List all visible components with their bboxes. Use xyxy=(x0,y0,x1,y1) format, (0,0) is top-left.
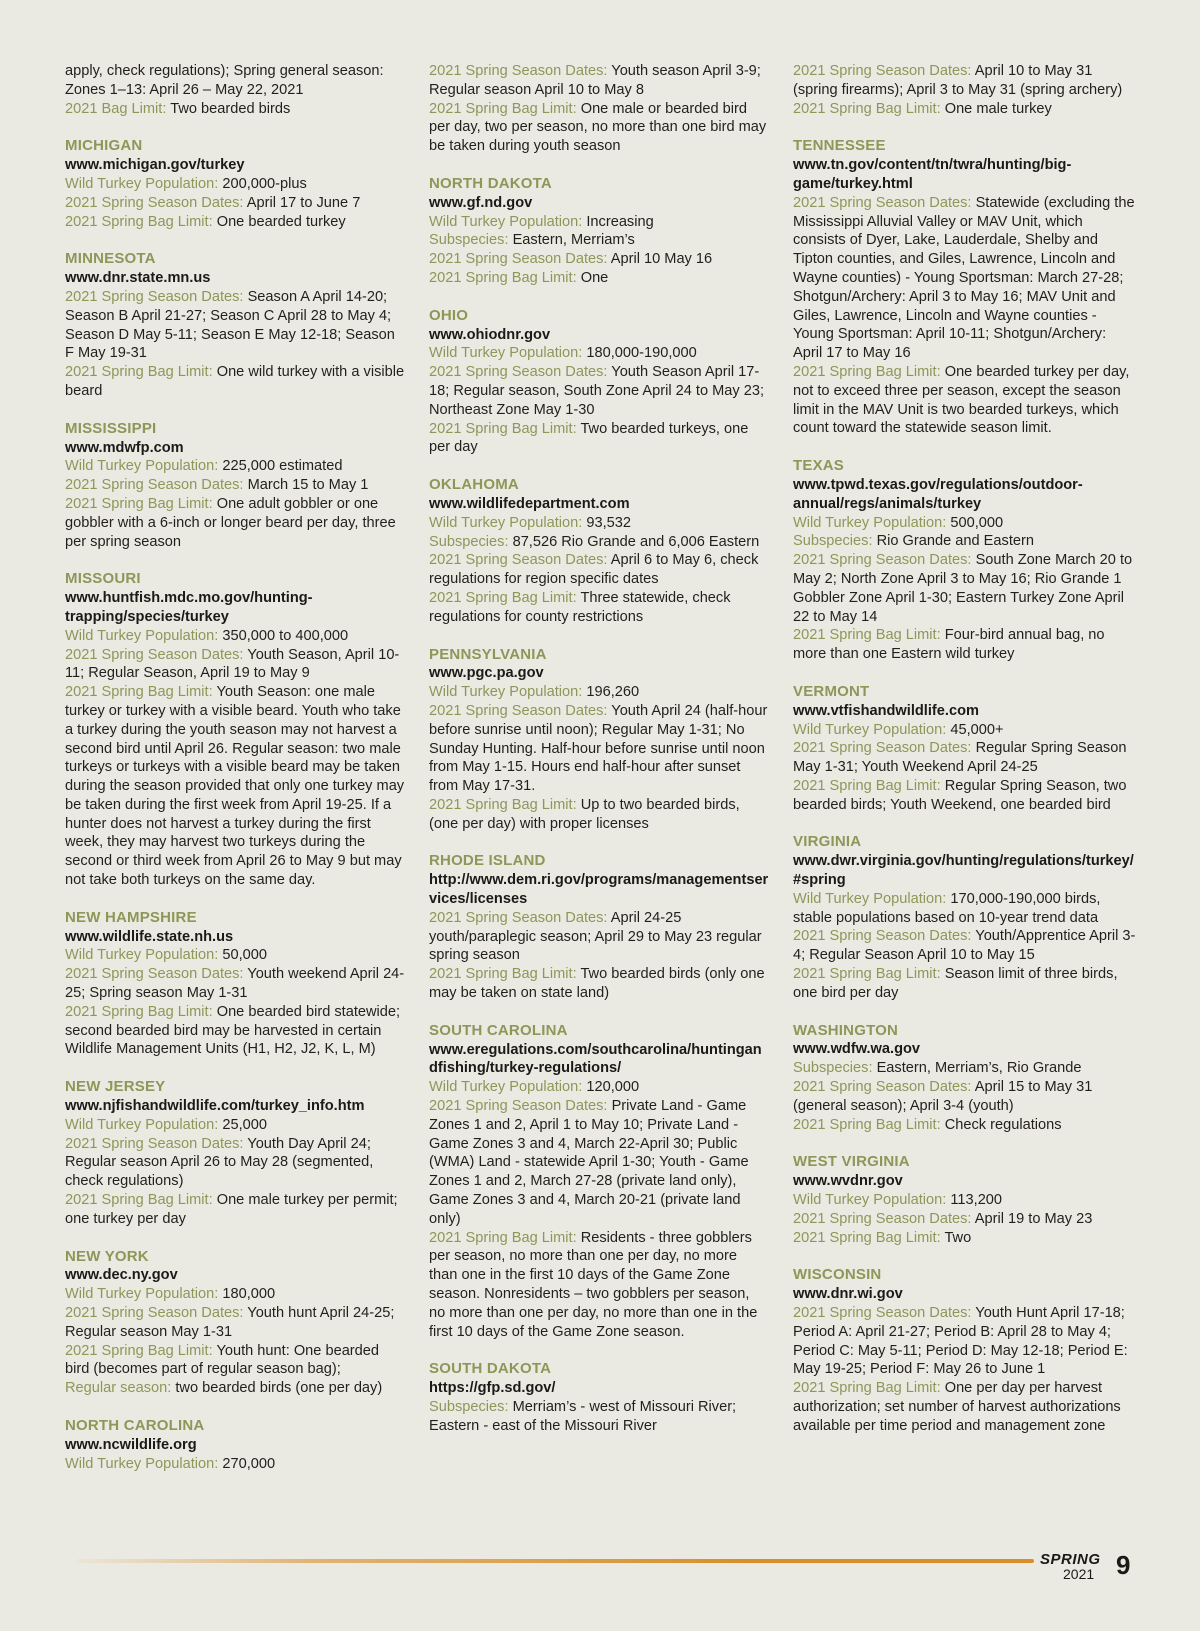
info-field xyxy=(429,213,769,232)
field-value: April 6 to May 6, check regulations for region specific dates xyxy=(429,552,759,588)
state-entry xyxy=(65,250,405,400)
field-value: 87,526 Rio Grande and 6,006 Eastern xyxy=(512,533,760,550)
info-field xyxy=(793,62,1138,100)
field-label: 2021 Spring Season Dates: xyxy=(65,966,244,983)
field-label: 2021 Spring Bag Limit: xyxy=(429,966,577,983)
field-value: two bearded birds (one per day) xyxy=(175,1380,383,1397)
info-field xyxy=(65,175,405,194)
field-value: One per day per harvest authorization; set number of harvest authorizations available per time period and management zone xyxy=(793,1380,1121,1434)
info-field xyxy=(65,646,405,684)
page-number: 9 xyxy=(1116,1550,1131,1580)
field-label: 2021 Spring Bag Limit: xyxy=(793,627,941,644)
info-field xyxy=(429,1078,769,1097)
info-field xyxy=(793,1210,1138,1229)
info-field xyxy=(429,1229,769,1342)
field-label: Wild Turkey Population: xyxy=(793,514,947,531)
state-heading: VIRGINIA xyxy=(793,833,862,851)
info-field xyxy=(65,288,405,363)
state-website-link[interactable]: www.tn.gov/content/tn/twra/hunting/big-game/turkey.html xyxy=(793,157,1072,192)
field-label: 2021 Spring Season Dates: xyxy=(793,1079,972,1096)
info-field xyxy=(793,1304,1138,1379)
field-label: 2021 Spring Season Dates: xyxy=(429,702,608,719)
field-label: 2021 Spring Season Dates: xyxy=(429,909,608,926)
field-label: 2021 Spring Bag Limit: xyxy=(429,100,577,117)
info-field xyxy=(65,627,405,646)
lead-text: apply, check regulations); Spring general season: Zones 1–13: April 26 – May 22, 2021 xyxy=(65,63,384,98)
field-value: 350,000 to 400,000 xyxy=(222,627,349,644)
field-label: 2021 Spring Bag Limit: xyxy=(793,1229,941,1246)
state-heading: PENNSYLVANIA xyxy=(429,645,547,663)
state-website-link[interactable]: http://www.dem.ri.gov/programs/managementservices/licenses xyxy=(429,872,769,908)
article-columns xyxy=(65,62,1138,1492)
state-entry xyxy=(429,307,769,457)
field-value: April 17 to June 7 xyxy=(246,194,361,211)
info-field xyxy=(793,890,1138,928)
field-value: Check regulations xyxy=(944,1116,1062,1133)
info-field xyxy=(793,1229,1138,1248)
field-label: Wild Turkey Population: xyxy=(65,627,219,644)
field-label: Regular season: xyxy=(65,1380,172,1397)
state-website-link[interactable]: www.mdwfp.com xyxy=(65,439,184,456)
info-field xyxy=(793,965,1138,1003)
info-field xyxy=(793,100,1138,119)
state-heading: MINNESOTA xyxy=(65,250,156,268)
state-heading: OKLAHOMA xyxy=(429,476,519,494)
field-value: March 15 to May 1 xyxy=(247,477,369,494)
info-field xyxy=(429,1398,769,1436)
state-website-link[interactable]: www.michigan.gov/turkey xyxy=(65,157,245,174)
state-entry xyxy=(429,1360,769,1435)
info-field xyxy=(65,363,405,401)
state-entry xyxy=(793,1153,1138,1247)
info-field xyxy=(429,344,769,363)
field-value: Youth hunt: One bearded bird (becomes part of regular season bag); xyxy=(65,1342,380,1378)
field-label: 2021 Spring Season Dates: xyxy=(65,1305,244,1322)
field-value: One wild turkey with a visible beard xyxy=(65,364,405,399)
state-entry xyxy=(65,1078,405,1228)
field-label: Subspecies: xyxy=(793,533,873,550)
state-website-link[interactable]: www.huntfish.mdc.mo.gov/hunting-trapping/species/turkey xyxy=(65,590,313,625)
state-entry xyxy=(65,1248,405,1398)
info-field xyxy=(793,532,1138,551)
field-label: Wild Turkey Population: xyxy=(65,947,219,964)
info-field xyxy=(429,796,769,834)
state-heading: NEW JERSEY xyxy=(65,1078,166,1096)
column-1 xyxy=(65,62,405,1492)
field-value: 50,000 xyxy=(222,947,268,964)
field-value: Youth Season, April 10-11; Regular Season, April 19 to May 9 xyxy=(65,646,400,682)
info-field xyxy=(65,683,405,890)
field-value: Residents - three gobblers per season, no more than one per day, no more than one in the first 10 days of the Game Zone season. Nonresidents – two gobblers per season, no more than one per day, no more than one in the first 10 days of the Game Zone season. xyxy=(429,1229,758,1340)
state-entry xyxy=(429,62,769,156)
info-field xyxy=(429,683,769,702)
field-label: 2021 Spring Bag Limit: xyxy=(65,1003,213,1020)
info-field xyxy=(65,476,405,495)
state-heading: RHODE ISLAND xyxy=(429,852,546,870)
info-field xyxy=(793,194,1138,363)
info-field xyxy=(429,589,769,627)
field-label: Wild Turkey Population: xyxy=(65,175,219,192)
field-label: 2021 Spring Bag Limit: xyxy=(65,495,213,512)
field-label: 2021 Spring Season Dates: xyxy=(793,194,972,211)
state-entry xyxy=(793,62,1138,118)
field-label: Wild Turkey Population: xyxy=(429,1079,583,1096)
field-value: Eastern, Merriam’s xyxy=(512,232,635,249)
field-value: One male turkey per permit; one turkey per day xyxy=(65,1192,398,1227)
lead-bag-limit: 2021 Bag Limit: Two bearded birds xyxy=(65,100,291,117)
state-entry xyxy=(65,1417,405,1473)
state-heading: OHIO xyxy=(429,306,469,324)
field-value: 200,000-plus xyxy=(222,175,307,192)
field-label: 2021 Spring Season Dates: xyxy=(65,1135,244,1152)
info-field xyxy=(65,1304,405,1342)
info-field xyxy=(793,777,1138,815)
info-field xyxy=(65,1191,405,1229)
state-entry xyxy=(65,570,405,890)
field-value: 120,000 xyxy=(586,1079,640,1096)
field-label: 2021 Spring Season Dates: xyxy=(65,194,244,211)
state-entry xyxy=(429,175,769,288)
state-website-link[interactable]: www.ohiodnr.gov xyxy=(429,326,551,343)
field-value: 180,000 xyxy=(222,1286,276,1303)
state-website-link[interactable]: www.wdfw.wa.gov xyxy=(793,1041,921,1058)
state-heading: NORTH DAKOTA xyxy=(429,174,552,192)
state-entry xyxy=(65,909,405,1059)
info-field xyxy=(793,739,1138,777)
field-label: 2021 Spring Bag Limit: xyxy=(793,966,941,983)
info-field xyxy=(429,909,769,965)
field-value: Youth April 24 (half-hour before sunrise until noon); Regular May 1-31; No Sunday Hunting. Half-hour before sunrise until noon from May 1-15. Hours end half-hour after sunset from May 17-31. xyxy=(429,702,768,795)
state-website-link[interactable]: www.tpwd.texas.gov/regulations/outdoor-annual/regs/animals/turkey xyxy=(793,476,1083,512)
field-value: Increasing xyxy=(586,213,654,230)
field-value: Youth Hunt April 17-18; Period A: April 21-27; Period B: April 28 to May 4; Period C: May 5-11; Period D: May 12-18; Period E: May 19-25; Period F: May 26 to June 1 xyxy=(793,1305,1128,1378)
field-label: 2021 Spring Bag Limit: xyxy=(429,420,577,437)
field-label: Wild Turkey Population: xyxy=(65,1455,219,1472)
field-value: 45,000+ xyxy=(950,721,1004,738)
state-entry xyxy=(429,1022,769,1342)
field-label: Subspecies: xyxy=(793,1060,873,1077)
state-website-link[interactable]: https://gfp.sd.gov/ xyxy=(429,1380,556,1397)
field-value: April 15 to May 31 (general season); April 3-4 (youth) xyxy=(793,1079,1093,1114)
field-value: 500,000 xyxy=(950,514,1004,531)
field-value: Two bearded turkeys, one per day xyxy=(429,420,749,456)
state-heading: SOUTH DAKOTA xyxy=(429,1360,552,1378)
field-value: 180,000-190,000 xyxy=(586,345,697,362)
field-label: 2021 Spring Bag Limit: xyxy=(793,1116,941,1133)
field-label: Wild Turkey Population: xyxy=(793,721,947,738)
info-field xyxy=(793,551,1138,626)
field-label: 2021 Spring Bag Limit: xyxy=(429,1229,577,1246)
field-value: Merriam’s - west of Missouri River; Eastern - east of the Missouri River xyxy=(429,1399,737,1434)
state-website-link[interactable]: www.dwr.virginia.gov/hunting/regulations/turkey/#spring xyxy=(793,853,1134,889)
info-field xyxy=(65,1135,405,1191)
field-label: Wild Turkey Population: xyxy=(429,345,583,362)
state-heading: NEW HAMPSHIRE xyxy=(65,908,197,926)
field-value: Private Land - Game Zones 1 and 2, April 1 to May 10; Private Land - Game Zones 3 and 4, March 22-April 30; Public (WMA) Land - statewide April 1-30; Youth - Game Zones 1 and 2, March 27-28 (private land only), Game Zones 3 and 4, March 20-21 (private land only) xyxy=(429,1098,749,1227)
field-label: 2021 Spring Bag Limit: xyxy=(65,364,213,381)
state-heading: WASHINGTON xyxy=(793,1021,899,1039)
field-value: 270,000 xyxy=(222,1455,276,1472)
info-field xyxy=(429,62,769,100)
field-value: One male or bearded bird per day, two per season, no more than one bird may be taken during youth season xyxy=(429,100,767,155)
field-label: 2021 Spring Bag Limit: xyxy=(65,684,213,701)
field-value: April 10 to May 31 (spring firearms); April 3 to May 31 (spring archery) xyxy=(793,63,1123,98)
field-value: Season A April 14-20; Season B April 21-27; Season C April 28 to May 4; Season D May 5-11; Season E May 12-18; Season F May 19-31 xyxy=(65,288,395,362)
info-field xyxy=(793,363,1138,438)
info-field xyxy=(793,514,1138,533)
state-website-link[interactable]: www.wvdnr.gov xyxy=(793,1173,903,1190)
field-value: Four-bird annual bag, no more than one Eastern wild turkey xyxy=(793,627,1105,663)
field-label: 2021 Spring Bag Limit: xyxy=(793,1380,941,1397)
field-label: 2021 Spring Season Dates: xyxy=(429,63,608,79)
state-website-link[interactable]: www.dnr.state.mn.us xyxy=(65,270,211,287)
column-2 xyxy=(429,62,769,1492)
state-website-link[interactable]: www.vtfishandwildlife.com xyxy=(793,702,979,719)
state-entry xyxy=(793,833,1138,1002)
info-field xyxy=(793,1379,1138,1435)
field-value: One xyxy=(580,269,609,286)
field-value: One male turkey xyxy=(944,100,1052,117)
footer-season: SPRING xyxy=(1040,1551,1101,1568)
field-label: 2021 Spring Bag Limit: xyxy=(65,213,213,230)
field-value: April 24-25 youth/paraplegic season; April 29 to May 23 regular spring season xyxy=(429,909,762,964)
info-field xyxy=(65,1003,405,1059)
field-value: One bearded turkey per day, not to exceed three per season, except the season limit in the MAV Unit is two bearded turkeys, which count toward the statewide season limit. xyxy=(793,363,1130,437)
info-field xyxy=(65,1285,405,1304)
field-label: 2021 Spring Season Dates: xyxy=(429,251,608,268)
field-label: Subspecies: xyxy=(429,1399,509,1415)
info-field xyxy=(793,1078,1138,1116)
field-label: 2021 Spring Bag Limit: xyxy=(65,1342,213,1359)
field-label: 2021 Spring Season Dates: xyxy=(793,552,972,569)
info-field xyxy=(429,231,769,250)
state-heading: TENNESSEE xyxy=(793,137,886,155)
field-value: Two xyxy=(944,1229,972,1246)
state-entry xyxy=(793,137,1138,438)
state-entry xyxy=(429,852,769,1002)
field-label: 2021 Spring Bag Limit: xyxy=(65,1192,213,1209)
field-label: 2021 Spring Season Dates: xyxy=(429,552,608,569)
field-label: 2021 Spring Bag Limit: xyxy=(429,589,577,606)
info-field xyxy=(429,1097,769,1229)
state-heading: NORTH CAROLINA xyxy=(65,1417,205,1434)
field-value: 225,000 estimated xyxy=(222,458,343,475)
field-value: Statewide (excluding the Mississippi Alluvial Valley or MAV Unit, which consists of Dyer, Lake, Lauderdale, Shelby and Tipton counties, and Giles, Lawrence, Lincoln and Wayne counties) - Young Sportsman: March 27-28; Shotgun/Archery: April 3 to May 16; MAV Unit and Giles, Lawrence, Lincoln and Wayne counties - Young Sportsman: April 10-11; Shotgun/Archery: April 17 to May 16 xyxy=(793,194,1135,362)
field-value: 170,000-190,000 birds, stable populations based on 10-year trend data xyxy=(793,890,1101,926)
field-label: Subspecies: xyxy=(429,533,509,550)
info-field xyxy=(65,1342,405,1380)
field-value: Regular Spring Season, two bearded birds; Youth Weekend, one bearded bird xyxy=(793,777,1127,813)
field-label: Wild Turkey Population: xyxy=(429,213,583,230)
state-heading: WISCONSIN xyxy=(793,1266,882,1284)
field-value: Two bearded birds (only one may be taken on state land) xyxy=(429,966,765,1002)
info-field xyxy=(65,946,405,965)
field-value: Youth Season April 17-18; Regular season, South Zone April 24 to May 23; Northeast Zone May 1-30 xyxy=(429,364,765,418)
field-label: Wild Turkey Population: xyxy=(429,684,583,701)
info-field xyxy=(65,495,405,551)
info-field xyxy=(65,457,405,476)
state-heading: MISSOURI xyxy=(65,570,141,588)
field-label: Wild Turkey Population: xyxy=(65,1116,219,1133)
info-field xyxy=(65,965,405,1003)
state-heading: TEXAS xyxy=(793,457,845,475)
field-value: Eastern, Merriam’s, Rio Grande xyxy=(876,1060,1082,1077)
info-field xyxy=(793,721,1138,740)
field-value: Rio Grande and Eastern xyxy=(876,533,1034,550)
field-value: 113,200 xyxy=(950,1192,1003,1209)
state-heading: WEST VIRGINIA xyxy=(793,1153,910,1171)
footer-year: 2021 xyxy=(1063,1566,1095,1582)
field-value: Youth Season: one male turkey or turkey with a visible beard. Youth who take a turkey during the youth season may not harvest a second bird until April 26. Regular season: two male turkeys or turkeys with a visible beard may be taken during the season provided that only one turkey may be taken during the first week from April 19-25. If a hunter does not harvest a turkey during the first week, they may harvest two turkeys during the second or third week from April 26 to May 9 but may not take both turkeys on the same day. xyxy=(65,684,405,889)
state-entry xyxy=(429,476,769,626)
field-value: Up to two bearded birds, (one per day) with proper licenses xyxy=(429,796,740,832)
field-value: One adult gobbler or one gobbler with a 6-inch or longer beard per day, three per spring season xyxy=(65,495,396,550)
state-heading: NEW YORK xyxy=(65,1247,149,1265)
field-label: 2021 Spring Season Dates: xyxy=(793,928,972,945)
info-field xyxy=(65,1455,405,1474)
field-label: 2021 Spring Bag Limit: xyxy=(793,363,941,380)
field-value: One bearded turkey xyxy=(216,213,346,230)
footer-rule xyxy=(76,1559,1034,1563)
info-field xyxy=(65,194,405,213)
lead-paragraph xyxy=(65,62,405,118)
field-label: 2021 Spring Season Dates: xyxy=(65,477,244,494)
field-label: 2021 Spring Season Dates: xyxy=(793,740,972,757)
field-label: 2021 Spring Bag Limit: xyxy=(793,100,941,117)
info-field xyxy=(429,533,769,552)
field-value: 196,260 xyxy=(586,684,640,701)
info-field xyxy=(429,269,769,288)
field-label: 2021 Spring Season Dates: xyxy=(65,288,244,305)
info-field xyxy=(793,1116,1138,1135)
state-entry xyxy=(793,1022,1138,1135)
info-field xyxy=(793,626,1138,664)
info-field xyxy=(429,100,769,156)
state-website-link[interactable]: www.wildlifedepartment.com xyxy=(429,495,630,512)
info-field xyxy=(65,1116,405,1135)
state-entry xyxy=(793,457,1138,664)
state-heading: VERMONT xyxy=(793,682,870,700)
state-entry xyxy=(65,137,405,231)
field-label: Wild Turkey Population: xyxy=(429,514,583,531)
field-value: Youth hunt April 24-25; Regular season May 1-31 xyxy=(65,1305,395,1340)
info-field xyxy=(65,1379,405,1398)
state-heading: SOUTH CAROLINA xyxy=(429,1021,568,1039)
field-label: Wild Turkey Population: xyxy=(793,890,947,907)
field-value: One bearded bird statewide; second bearded bird may be harvested in certain Wildlife Management Units (H1, H2, J2, K, L, M) xyxy=(65,1003,401,1058)
field-value: Three statewide, check regulations for county restrictions xyxy=(429,589,731,625)
state-website-link[interactable]: www.dnr.wi.gov xyxy=(793,1286,903,1303)
field-value: Regular Spring Season May 1-31; Youth Weekend April 24-25 xyxy=(793,740,1127,776)
field-label: 2021 Spring Season Dates: xyxy=(793,1305,972,1322)
state-website-link[interactable]: www.njfishandwildlife.com/turkey_info.htm xyxy=(65,1098,365,1115)
field-label: 2021 Spring Season Dates: xyxy=(429,1098,608,1115)
state-heading: MICHIGAN xyxy=(65,137,143,155)
state-entry xyxy=(429,646,769,834)
field-label: Wild Turkey Population: xyxy=(65,458,219,475)
field-label: 2021 Spring Season Dates: xyxy=(793,63,972,79)
field-value: Youth/Apprentice April 3-4; Regular Season April 10 to May 15 xyxy=(793,928,1136,964)
field-label: 2021 Spring Bag Limit: xyxy=(429,796,577,813)
state-heading: MISSISSIPPI xyxy=(65,419,157,437)
field-value: South Zone March 20 to May 2; North Zone April 3 to May 16; Rio Grande 1 Gobbler Zone April 1-30; Eastern Turkey Zone April 22 to May 14 xyxy=(793,552,1133,625)
info-field xyxy=(429,702,769,796)
state-entry xyxy=(65,420,405,552)
field-label: 2021 Spring Season Dates: xyxy=(793,1210,972,1227)
info-field xyxy=(429,551,769,589)
info-field xyxy=(793,927,1138,965)
info-field xyxy=(65,213,405,232)
column-3 xyxy=(793,62,1138,1492)
info-field xyxy=(429,514,769,533)
field-label: Wild Turkey Population: xyxy=(793,1192,947,1209)
field-value: April 10 May 16 xyxy=(610,251,713,268)
field-value: 25,000 xyxy=(222,1116,268,1133)
field-value: 93,532 xyxy=(586,514,632,531)
field-value: Youth season April 3-9; Regular season April 10 to May 8 xyxy=(429,63,761,98)
info-field xyxy=(429,965,769,1003)
state-website-link[interactable]: www.wildlife.state.nh.us xyxy=(65,928,234,945)
state-website-link[interactable]: www.pgc.pa.gov xyxy=(429,665,544,682)
field-label: 2021 Spring Season Dates: xyxy=(65,646,244,663)
field-value: April 19 to May 23 xyxy=(974,1210,1093,1227)
field-value: Youth Day April 24; Regular season April 26 to May 28 (segmented, check regulations) xyxy=(65,1135,374,1190)
state-entry xyxy=(793,1266,1138,1435)
field-label: 2021 Spring Bag Limit: xyxy=(429,269,577,286)
field-label: Subspecies: xyxy=(429,232,509,249)
state-website-link[interactable]: www.ncwildlife.org xyxy=(65,1436,197,1453)
field-label: 2021 Spring Bag Limit: xyxy=(793,777,941,794)
state-website-link[interactable]: www.eregulations.com/southcarolina/huntingandfishing/turkey-regulations/ xyxy=(429,1041,762,1077)
info-field xyxy=(793,1059,1138,1078)
state-website-link[interactable]: www.gf.nd.gov xyxy=(429,194,533,211)
field-label: Wild Turkey Population: xyxy=(65,1286,219,1303)
info-field xyxy=(429,420,769,458)
info-field xyxy=(793,1191,1138,1210)
state-entry xyxy=(793,683,1138,815)
info-field xyxy=(429,363,769,419)
info-field xyxy=(429,250,769,269)
field-value: Youth weekend April 24-25; Spring season May 1-31 xyxy=(65,966,405,1002)
field-label: 2021 Spring Season Dates: xyxy=(429,364,608,381)
field-value: Season limit of three birds, one bird per day xyxy=(793,966,1118,1001)
state-website-link[interactable]: www.dec.ny.gov xyxy=(65,1267,178,1284)
